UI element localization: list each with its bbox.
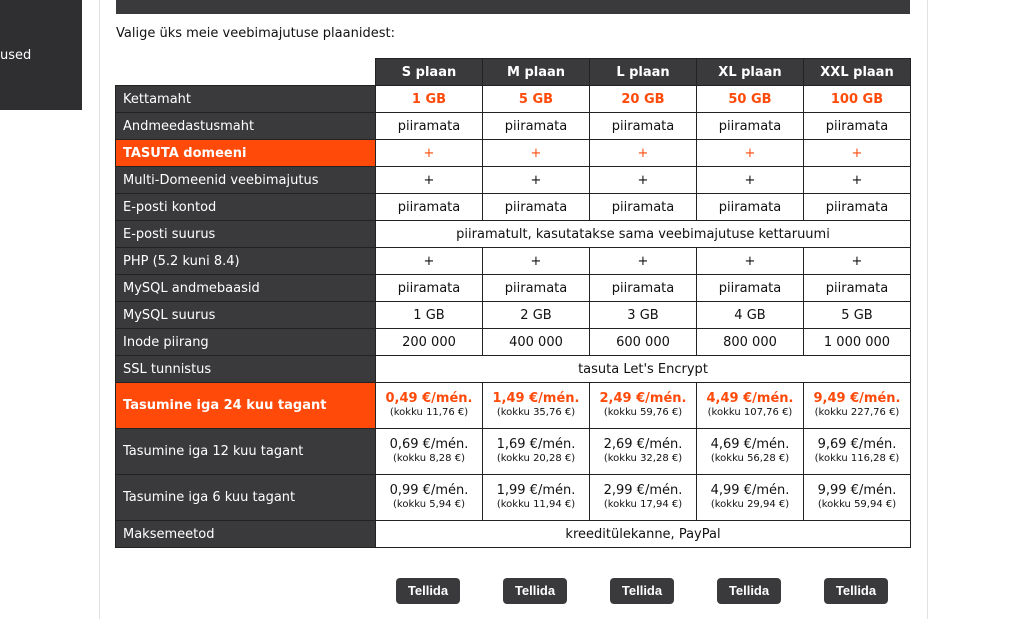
table-row [116,248,911,275]
price-total: (kokku 11,94 €) [496,499,576,511]
table-cell: piiramata [590,113,697,140]
table-cell: piiramata [590,194,697,221]
order-button-s[interactable]: Tellida [396,578,460,604]
table-row [116,167,911,194]
table-cell: + [804,140,911,167]
table-cell: 3 GB [590,302,697,329]
table-cell: 1 GB [376,86,483,113]
table-cell-span: kreeditülekanne, PayPal [376,521,911,548]
table-cell: 1 000 000 [804,329,911,356]
table-row [116,113,911,140]
header-blank [116,59,376,86]
table-cell: 4 GB [697,302,804,329]
price-row-6 [116,475,911,521]
row-label: Andmeedastusmaht [116,113,376,140]
table-cell: + [804,167,911,194]
price-cell [376,383,483,429]
intro-text: Valige üks meie veebimajutuse plaanidest: [116,26,395,41]
table-row [116,86,911,113]
order-button-xl[interactable]: Tellida [717,578,781,604]
top-bar [116,0,910,14]
table-cell: + [483,167,590,194]
price-monthly: 0,69 €/mén. [389,437,469,453]
price-monthly: 2,69 €/mén. [603,437,683,453]
table-cell: + [376,167,483,194]
row-label: Maksemeetod [116,521,376,548]
table-cell: piiramata [804,113,911,140]
table-cell: 800 000 [697,329,804,356]
price-total: (kokku 17,94 €) [603,499,683,511]
price-monthly: 9,49 €/mén. [813,391,901,407]
price-total: (kokku 59,76 €) [603,407,683,419]
table-row [116,221,911,248]
plans-table [115,58,911,548]
order-button-l[interactable]: Tellida [610,578,674,604]
plan-header-m: M plaan [483,59,590,86]
table-cell: + [376,140,483,167]
table-cell: + [697,248,804,275]
table-cell-span: tasuta Let's Encrypt [376,356,911,383]
table-row [116,356,911,383]
price-monthly: 2,49 €/mén. [599,391,687,407]
row-label: SSL tunnistus [116,356,376,383]
price-total: (kokku 56,28 €) [710,453,790,465]
table-cell: piiramata [697,194,804,221]
table-cell: 1 GB [376,302,483,329]
price-monthly: 9,69 €/mén. [817,437,897,453]
price-cell [483,383,590,429]
price-total: (kokku 116,28 €) [814,453,900,465]
price-monthly: 1,49 €/mén. [492,391,580,407]
order-button-xxl[interactable]: Tellida [824,578,888,604]
price-cell [697,475,804,521]
plan-header-s: S plaan [376,59,483,86]
table-row [116,275,911,302]
table-cell: 5 GB [483,86,590,113]
table-cell: 100 GB [804,86,911,113]
price-cell [590,429,697,475]
price-row-12 [116,429,911,475]
table-row [116,194,911,221]
table-cell: + [697,167,804,194]
plan-header-xxl: XXL plaan [804,59,911,86]
table-cell: piiramata [697,275,804,302]
table-cell: + [590,167,697,194]
table-cell: 20 GB [590,86,697,113]
price-cell [804,383,911,429]
price-monthly: 1,99 €/mén. [496,483,576,499]
row-label: Kettamaht [116,86,376,113]
price-cell [590,475,697,521]
table-cell: + [590,248,697,275]
price-cell [590,383,697,429]
table-cell: 50 GB [697,86,804,113]
table-cell: piiramata [376,194,483,221]
row-label: MySQL andmebaasid [116,275,376,302]
table-row [116,302,911,329]
price-total: (kokku 32,28 €) [603,453,683,465]
table-cell: piiramata [483,275,590,302]
table-cell: + [697,140,804,167]
row-label: MySQL suurus [116,302,376,329]
price-total: (kokku 8,28 €) [393,453,465,465]
price-cell [697,383,804,429]
table-cell: + [590,140,697,167]
row-label: Multi-Domeenid veebimajutus [116,167,376,194]
price-monthly: 0,99 €/mén. [389,483,469,499]
table-cell: piiramata [804,275,911,302]
plan-header-l: L plaan [590,59,697,86]
table-cell: 2 GB [483,302,590,329]
table-row [116,140,911,167]
price-monthly: 4,69 €/mén. [710,437,790,453]
table-cell-span: piiramatult, kasutatakse sama veebimajutuse kettaruumi [376,221,911,248]
price-row-24 [116,383,911,429]
table-cell: piiramata [804,194,911,221]
table-cell: piiramata [376,113,483,140]
table-cell: 400 000 [483,329,590,356]
price-cell [376,429,483,475]
price-cell [483,429,590,475]
row-label: Inode piirang [116,329,376,356]
row-label-highlight: TASUTA domeeni [116,140,376,167]
price-total: (kokku 29,94 €) [710,499,790,511]
table-cell: + [804,248,911,275]
price-cell [804,475,911,521]
main-content [99,0,928,619]
price-monthly: 2,99 €/mén. [603,483,683,499]
row-label: PHP (5.2 kuni 8.4) [116,248,376,275]
sidebar-fragment-text: used [0,48,32,63]
row-label: Tasumine iga 6 kuu tagant [116,475,376,521]
table-cell: + [376,248,483,275]
row-label: Tasumine iga 12 kuu tagant [116,429,376,475]
price-cell [804,429,911,475]
price-total: (kokku 35,76 €) [496,407,576,419]
price-cell [376,475,483,521]
row-label: E-posti suurus [116,221,376,248]
table-cell: piiramata [590,275,697,302]
price-monthly: 9,99 €/mén. [817,483,897,499]
price-monthly: 4,49 €/mén. [706,391,794,407]
price-total: (kokku 11,76 €) [389,407,469,419]
row-label: E-posti kontod [116,194,376,221]
table-cell: piiramata [483,194,590,221]
table-cell: piiramata [697,113,804,140]
price-cell [697,429,804,475]
plan-header-xl: XL plaan [697,59,804,86]
price-total: (kokku 227,76 €) [814,407,900,419]
price-cell [483,475,590,521]
table-cell: + [483,140,590,167]
sidebar-fragment [0,0,82,110]
price-total: (kokku 20,28 €) [496,453,576,465]
price-total: (kokku 107,76 €) [707,407,793,419]
table-cell: piiramata [483,113,590,140]
price-total: (kokku 5,94 €) [393,499,465,511]
price-monthly: 0,49 €/mén. [385,391,473,407]
order-button-m[interactable]: Tellida [503,578,567,604]
row-label-highlight: Tasumine iga 24 kuu tagant [116,383,376,429]
price-monthly: 1,69 €/mén. [496,437,576,453]
table-row [116,329,911,356]
table-cell: + [483,248,590,275]
table-cell: 600 000 [590,329,697,356]
table-cell: 5 GB [804,302,911,329]
table-cell: 200 000 [376,329,483,356]
price-total: (kokku 59,94 €) [817,499,897,511]
table-row [116,521,911,548]
price-monthly: 4,99 €/mén. [710,483,790,499]
table-cell: piiramata [376,275,483,302]
order-buttons [391,578,925,606]
